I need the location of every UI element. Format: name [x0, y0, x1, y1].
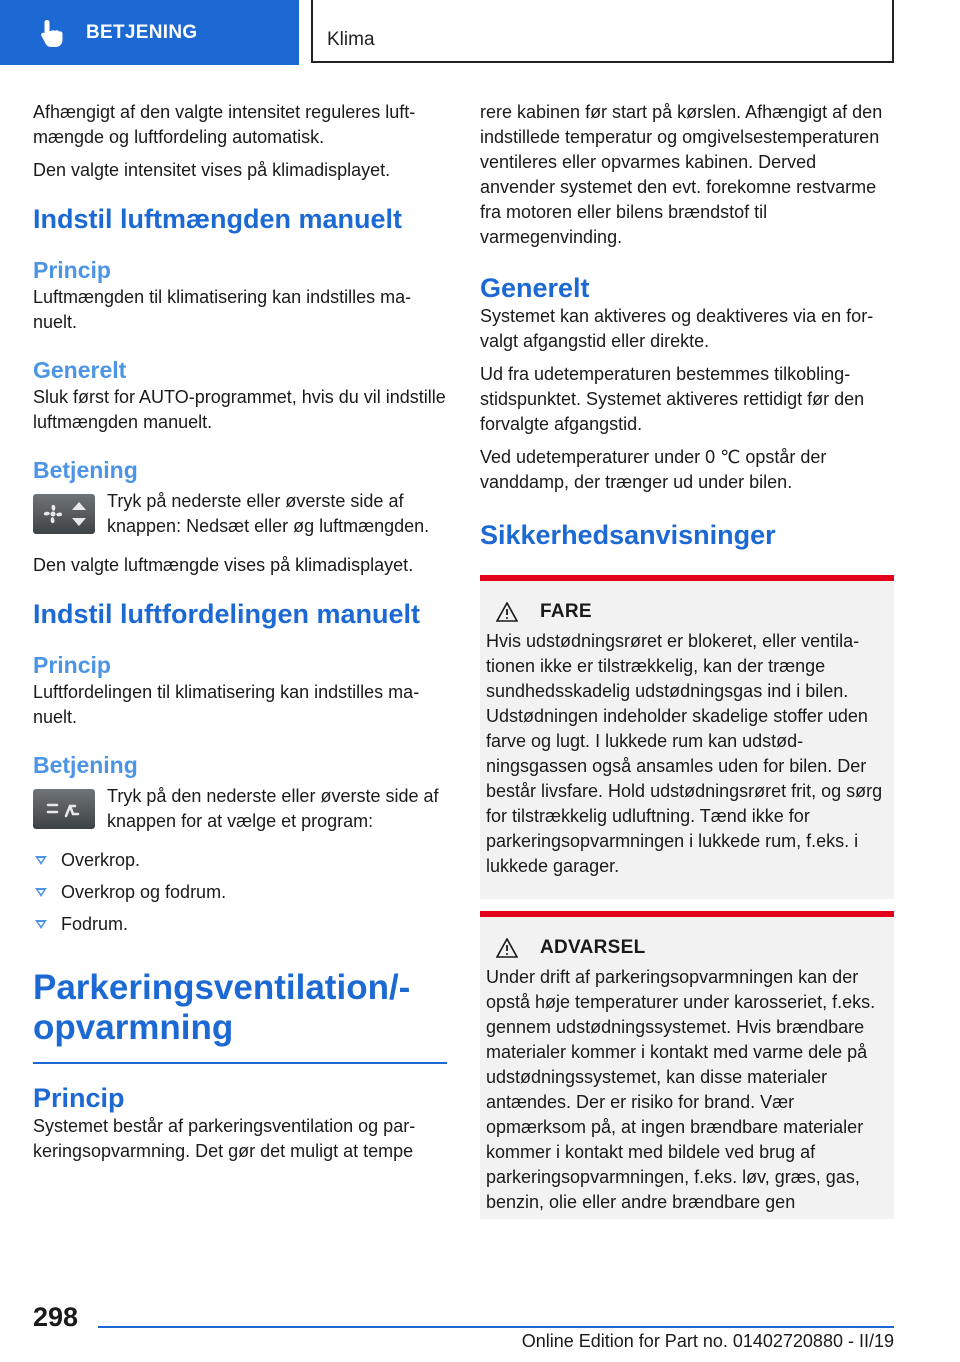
- subheading: Generelt: [480, 273, 590, 303]
- paragraph: Systemet består af parkeringsventilation og parkeringsopvarmning. Det gør det muligt at tempe: [33, 1116, 416, 1161]
- edition-text: Online Edition for Part no. 01402720880 - II/19: [521, 1331, 894, 1351]
- chapter-header: [311, 0, 894, 63]
- heading-rule: [33, 1062, 447, 1064]
- subheading: Princip: [33, 257, 111, 283]
- page-number: 298: [33, 1302, 79, 1332]
- warning-triangle-icon: [496, 602, 518, 622]
- danger-header: [486, 601, 886, 623]
- chapter-heading: Parkeringsventilation/opvarmning: [33, 968, 411, 1047]
- triangle-bullet-icon: [35, 856, 47, 865]
- right-column: [480, 100, 894, 1219]
- paragraph: Tryk på nederste eller øverste side af knappen: Nedsæt eller øg luftmængden.: [107, 491, 430, 536]
- danger-label: FARE: [540, 601, 592, 622]
- paragraph: Den valgte intensitet vises på klimadisplayet.: [33, 160, 391, 180]
- paragraph: Den valgte luftmængde vises på klimadisplayet.: [33, 555, 414, 575]
- triangle-bullet-icon: [35, 888, 47, 897]
- paragraph: Luftfordelingen til klimatisering kan indstilles manuelt.: [33, 682, 420, 727]
- warning-label: ADVARSEL: [540, 937, 646, 958]
- air-distribution-button-icon: [33, 789, 95, 829]
- subheading: Generelt: [33, 357, 127, 383]
- list-item: Overkrop og fodrum.: [33, 876, 447, 908]
- subheading: Betjening: [33, 457, 138, 483]
- list-item: Overkrop.: [33, 844, 447, 876]
- triangle-bullet-icon: [35, 920, 47, 929]
- list-item: Fodrum.: [33, 908, 447, 940]
- danger-box: [480, 581, 894, 899]
- fan-button-icon: [33, 494, 95, 534]
- paragraph: Luftmængden til klimatisering kan indstilles manuelt.: [33, 287, 412, 332]
- paragraph: Systemet kan aktiveres og deaktiveres via en forvalgt afgangstid eller direkte.: [480, 306, 874, 351]
- betjening-block: [33, 784, 447, 834]
- chapter-label: Klima: [327, 29, 375, 50]
- subheading: Betjening: [33, 752, 138, 778]
- subheading: Princip: [33, 1083, 125, 1113]
- paragraph: Afhængigt af den valgte intensitet reguleres luftmængde og luftfordeling automatisk.: [33, 102, 416, 147]
- left-column: [33, 100, 447, 1164]
- danger-text: Hvis udstødningsrøret er blokeret, eller ventilationen ikke er tilstrækkelig, kan der trænge sundhedsskadelig udstødningsgas ind i bilen. Udstødningen indeholder skadelige stoffer uden farve og lugt. I lukkede rum kan udstødningsgassen også ansamles uden for bilen. Der består livsfare. Hold udstødningsrøret frit, og sørg for tilstrækkelig udluftning. Tænd ikke for parkeringsopvarmningen i lukkede rum, f.eks. i lukkede garager.: [486, 631, 883, 876]
- program-list: [33, 844, 447, 940]
- paragraph: Tryk på den nederste eller øverste side af knappen for at vælge et program:: [107, 786, 439, 831]
- hand-pointer-icon: [38, 18, 66, 48]
- footer-rule: [98, 1326, 894, 1328]
- section-heading: Indstil luftfordelingen manuelt: [33, 599, 420, 629]
- section-tab: [0, 0, 299, 65]
- paragraph: Sluk først for AUTO-programmet, hvis du vil indstille luftmængden manuelt.: [33, 387, 446, 432]
- subheading: Princip: [33, 652, 111, 678]
- warning-text: Under drift af parkeringsopvarmningen kan der opstå høje temperaturer under karosseriet, f.eks. gennem udstødningssystemet. Hvis brændbare materialer kommer i kontakt med varme dele på udstødningssystemet, kan disse materialer antændes. Der er risiko for brand. Vær opmærksom på, at ingen brændbare materialer kommer i kontakt med bildele ved brug af parkeringsopvarmningen, f.eks. løv, græs, gas, benzin, olie eller andre brændbare gen: [486, 967, 876, 1212]
- paragraph: rere kabinen før start på kørslen. Afhængigt af den indstillede temperatur og omgivelsestemperaturen ventileres eller opvarmes kabinen. Derved anvender systemet den evt. forekomne restvarme fra motoren eller bilens brændstof til varmegenvinding.: [480, 102, 883, 247]
- section-heading: Sikkerhedsanvisninger: [480, 520, 776, 550]
- paragraph: Ud fra udetemperaturen bestemmes tilkoblingstidspunktet. Systemet aktiveres rettidigt før den forvalgte afgangstid.: [480, 364, 865, 434]
- paragraph: Ved udetemperaturer under 0 ℃ opstår der vanddamp, der trænger ud under bilen.: [480, 447, 827, 492]
- warning-triangle-icon: [496, 938, 518, 958]
- warning-box: [480, 917, 894, 1219]
- warning-header: [486, 937, 886, 959]
- section-label: BETJENING: [86, 21, 198, 43]
- betjening-block: [33, 489, 447, 539]
- section-heading: Indstil luftmængden manuelt: [33, 204, 402, 234]
